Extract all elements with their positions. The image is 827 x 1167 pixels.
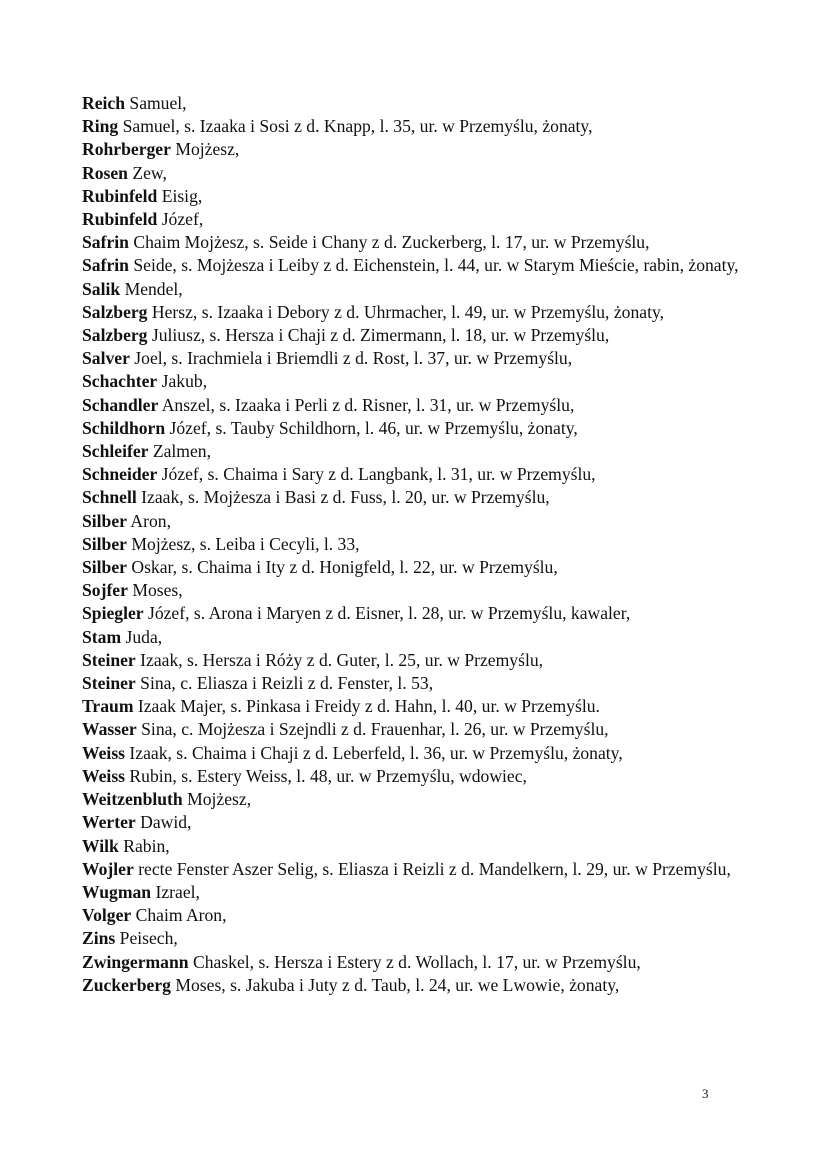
entry-surname: Safrin [82, 232, 129, 253]
entry-details: Zalmen, [152, 441, 211, 462]
entry-surname: Salzberg [82, 325, 148, 346]
entry-details: Aron, [130, 510, 171, 531]
list-item [82, 231, 772, 254]
entry-surname: Volger [82, 905, 132, 926]
list-item [82, 718, 772, 741]
entry-details: Chaskel, s. Hersza i Estery z d. Wollach, l. 17, ur. w Przemyślu, [192, 951, 641, 972]
entry-details: Eisig, [161, 185, 203, 206]
list-item [82, 626, 772, 649]
entry-surname: Weitzenbluth [82, 789, 183, 810]
entry-surname: Silber [82, 510, 127, 531]
entry-surname: Rubinfeld [82, 185, 158, 206]
list-item [82, 533, 772, 556]
entry-surname: Reich [82, 93, 125, 113]
entry-details: Mendel, [124, 278, 183, 299]
entry-surname: Rohrberger [82, 139, 171, 160]
list-item [82, 370, 772, 393]
entry-details: Chaim Aron, [135, 905, 227, 926]
list-item [82, 347, 772, 370]
entry-details: Moses, s. Jakuba i Juty z d. Taub, l. 24, ur. we Lwowie, żonaty, [175, 974, 620, 995]
entry-surname: Schachter [82, 371, 158, 392]
entry-surname: Salik [82, 278, 121, 299]
entry-surname: Zins [82, 928, 116, 949]
entry-surname: Steiner [82, 673, 136, 694]
entry-surname: Rubinfeld [82, 209, 158, 230]
list-item [82, 579, 772, 602]
entry-surname: Schnell [82, 487, 137, 508]
entry-details: recte Fenster Aszer Selig, s. Eliasza i Reizli z d. Mandelkern, l. 29, ur. w Przemyślu, [138, 858, 731, 879]
entry-details: Zew, [132, 162, 167, 183]
entry-surname: Schneider [82, 464, 158, 485]
list-item [82, 185, 772, 208]
list-item [82, 742, 772, 765]
list-item [82, 510, 772, 533]
entry-details: Rubin, s. Estery Weiss, l. 48, ur. w Przemyślu, wdowiec, [129, 765, 527, 786]
entry-details: Izrael, [155, 881, 200, 902]
list-item [82, 92, 772, 115]
entry-details: Józef, s. Tauby Schildhorn, l. 46, ur. w Przemyślu, żonaty, [169, 417, 578, 438]
entry-details: Moses, [132, 580, 183, 601]
entry-details: Józef, [161, 209, 204, 230]
entry-details: Izaak, s. Hersza i Róży z d. Guter, l. 25, ur. w Przemyślu, [140, 649, 544, 670]
entry-surname: Spiegler [82, 603, 144, 624]
entry-details: Anszel, s. Izaaka i Perli z d. Risner, l. 31, ur. w Przemyślu, [161, 394, 575, 415]
list-item [82, 115, 772, 138]
page-number: 3 [702, 1086, 709, 1101]
entry-surname: Sojfer [82, 580, 128, 601]
entry-details: Sina, c. Eliasza i Reizli z d. Fenster, l. 53, [140, 673, 434, 694]
entry-surname: Wojler [82, 858, 134, 879]
list-item [82, 486, 772, 509]
entry-details: Rabin, [123, 835, 170, 856]
entry-surname: Wilk [82, 835, 119, 856]
entry-details: Izaak, s. Chaima i Chaji z d. Leberfeld, l. 36, ur. w Przemyślu, żonaty, [129, 742, 623, 763]
entry-surname: Steiner [82, 649, 136, 670]
entry-surname: Weiss [82, 742, 126, 763]
entry-surname: Zuckerberg [82, 974, 171, 995]
list-item [82, 394, 772, 417]
entry-details: Izaak, s. Mojżesza i Basi z d. Fuss, l. 20, ur. w Przemyślu, [141, 487, 550, 508]
entry-surname: Schandler [82, 394, 159, 415]
entry-surname: Silber [82, 557, 127, 578]
entry-details: Sina, c. Mojżesza i Szejndli z d. Frauenhar, l. 26, ur. w Przemyślu, [141, 719, 609, 740]
list-item [82, 695, 772, 718]
entry-surname: Schildhorn [82, 417, 166, 438]
list-item [82, 602, 772, 625]
list-item [82, 788, 772, 811]
entry-surname: Salver [82, 348, 130, 369]
entry-details: Samuel, s. Izaaka i Sosi z d. Knapp, l. 35, ur. w Przemyślu, żonaty, [122, 116, 593, 137]
list-item [82, 881, 772, 904]
entry-surname: Zwingermann [82, 951, 189, 972]
entry-details: Oskar, s. Chaima i Ity z d. Honigfeld, l. 22, ur. w Przemyślu, [131, 557, 558, 578]
entry-surname: Ring [82, 116, 119, 137]
entry-details: Jakub, [161, 371, 208, 392]
entry-surname: Rosen [82, 162, 128, 183]
entry-details: Izaak Majer, s. Pinkasa i Freidy z d. Hahn, l. 40, ur. w Przemyślu. [137, 696, 600, 717]
list-item [82, 254, 772, 277]
entry-details: Joel, s. Irachmiela i Briemdli z d. Rost, l. 37, ur. w Przemyślu, [134, 348, 573, 369]
entry-details: Juliusz, s. Hersza i Chaji z d. Zimermann, l. 18, ur. w Przemyślu, [151, 325, 610, 346]
entry-details: Mojżesz, [175, 139, 240, 160]
list-item [82, 301, 772, 324]
entry-details: Peisech, [119, 928, 178, 949]
entry-surname: Werter [82, 812, 136, 833]
list-item [82, 904, 772, 927]
list-item [82, 765, 772, 788]
list-item [82, 138, 772, 161]
list-item [82, 417, 772, 440]
entry-details: Chaim Mojżesz, s. Seide i Chany z d. Zuckerberg, l. 17, ur. w Przemyślu, [133, 232, 650, 253]
entry-surname: Weiss [82, 765, 126, 786]
list-item [82, 463, 772, 486]
entry-details: Józef, s. Arona i Maryen z d. Eisner, l. 28, ur. w Przemyślu, kawaler, [147, 603, 631, 624]
list-item [82, 835, 772, 858]
list-item [82, 672, 772, 695]
list-item [82, 858, 772, 881]
entry-surname: Wasser [82, 719, 137, 740]
list-item [82, 811, 772, 834]
list-item [82, 162, 772, 185]
entry-details: Józef, s. Chaima i Sary z d. Langbank, l. 31, ur. w Przemyślu, [161, 464, 596, 485]
entry-details: Mojżesz, s. Leiba i Cecyli, l. 33, [131, 533, 360, 554]
entry-details: Juda, [125, 626, 163, 647]
entry-surname: Silber [82, 533, 127, 554]
list-item [82, 649, 772, 672]
list-item [82, 951, 772, 974]
entry-surname: Schleifer [82, 441, 149, 462]
list-item [82, 208, 772, 231]
list-item [82, 278, 772, 301]
entry-details: Samuel, [129, 93, 187, 113]
list-item [82, 556, 772, 579]
entry-details: Hersz, s. Izaaka i Debory z d. Uhrmacher, l. 49, ur. w Przemyślu, żonaty, [151, 301, 665, 322]
entry-surname: Safrin [82, 255, 129, 276]
entry-details: Mojżesz, [187, 789, 252, 810]
entry-surname: Stam [82, 626, 122, 647]
entry-surname: Wugman [82, 881, 152, 902]
entry-surname: Salzberg [82, 301, 148, 322]
list-item [82, 324, 772, 347]
entry-details: Seide, s. Mojżesza i Leiby z d. Eichenstein, l. 44, ur. w Starym Mieście, rabin, żonaty, [133, 255, 739, 276]
list-item [82, 974, 772, 997]
name-list [82, 92, 772, 997]
list-item [82, 927, 772, 950]
entry-details: Dawid, [140, 812, 192, 833]
list-item [82, 440, 772, 463]
entry-surname: Traum [82, 696, 134, 717]
